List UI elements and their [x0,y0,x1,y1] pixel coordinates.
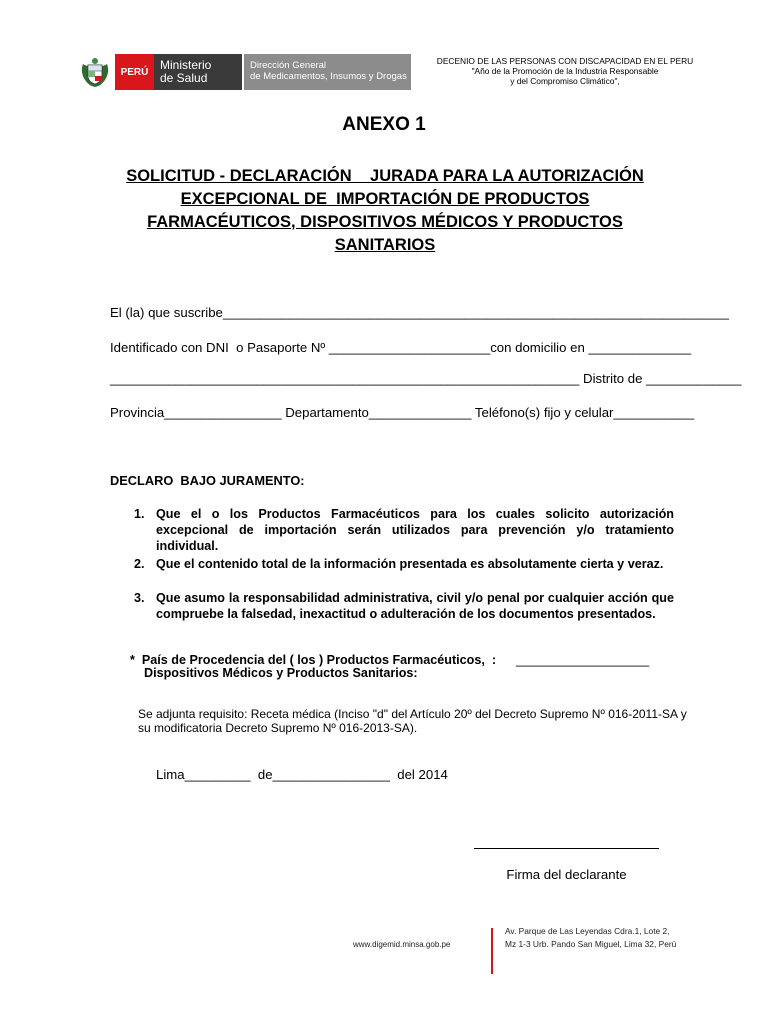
item-text: Que el o los Productos Farmacéuticos para los cuales solicito autorización excepcional de importación serán utilizados para prevención y/o tratamiento individual. [156,507,674,553]
signature-line [474,848,659,849]
ministry-logo-label: Ministerio de Salud [154,54,242,90]
country-of-origin-blank: ___________________ [516,653,650,667]
signature-label: Firma del declarante [506,867,627,882]
declaration-heading: DECLARO BAJO JURAMENTO: [110,473,305,488]
form-line-id: Identificado con DNI o Pasaporte Nº ______________________con domicilio en ______________ [110,340,692,355]
item-number: 3. [134,591,145,605]
footer-divider [491,928,493,974]
annex-heading: ANEXO 1 [342,114,426,135]
place-date-line: Lima_________ de________________ del 2014 [156,767,448,782]
form-line-address: ________________________________________________________________ Distrito de _____________ [110,371,742,386]
form-line-province: Provincia________________ Departamento______________ Teléfono(s) fijo y celular___________ [110,405,695,420]
item-text: Que el contenido total de la información presentada es absolutamente cierta y veraz. [156,557,664,571]
footer-url: www.digemid.minsa.gob.pe [353,940,451,949]
peru-logo-label: PERÚ [115,54,154,90]
item-number: 1. [134,507,145,521]
document-title: SOLICITUD - DECLARACIÓN JURADA PARA LA AUTORIZACIÓN EXCEPCIONAL DE IMPORTACIÓN DE PRODUCTOS FARMACÉUTICOS, DISPOSITIVOS MÉDICOS Y PRODUCTOS SANITARIOS [126,167,644,254]
country-of-origin-label: * País de Procedencia del ( los ) Productos Farmacéuticos, : Dispositivos Médicos y Productos Sanitarios: [130,653,497,680]
form-line-name: El (la) que suscribe_____________________________________________________________________ [110,305,729,320]
item-text: Que asumo la responsabilidad administrativa, civil y/o penal por cualquier acción que compruebe la falsedad, inexactitud o adulteración de los documentos presentados. [156,591,674,621]
decenio-header-text: DECENIO DE LAS PERSONAS CON DISCAPACIDAD EN EL PERU "Año de la Promoción de la Industria Responsable y del Compromiso Climático", [436,56,694,86]
declaration-item [134,506,674,554]
declaration-item [134,556,674,572]
declaration-item [134,590,674,622]
direction-logo-label: Dirección General de Medicamentos, Insumos y Drogas [244,54,411,90]
item-number: 2. [134,557,145,571]
footer-address: Av. Parque de Las Leyendas Cdra.1, Lote 2, Mz 1-3 Urb. Pando San Miguel, Lima 32, Perú [505,926,677,949]
coat-of-arms-icon [77,54,113,90]
requirement-note: Se adjunta requisito: Receta médica (Inciso "d" del Artículo 20º del Decreto Supremo Nº 016-2011-SA y su modificatoria Decreto Supremo Nº 016-2013-SA). [138,707,687,735]
